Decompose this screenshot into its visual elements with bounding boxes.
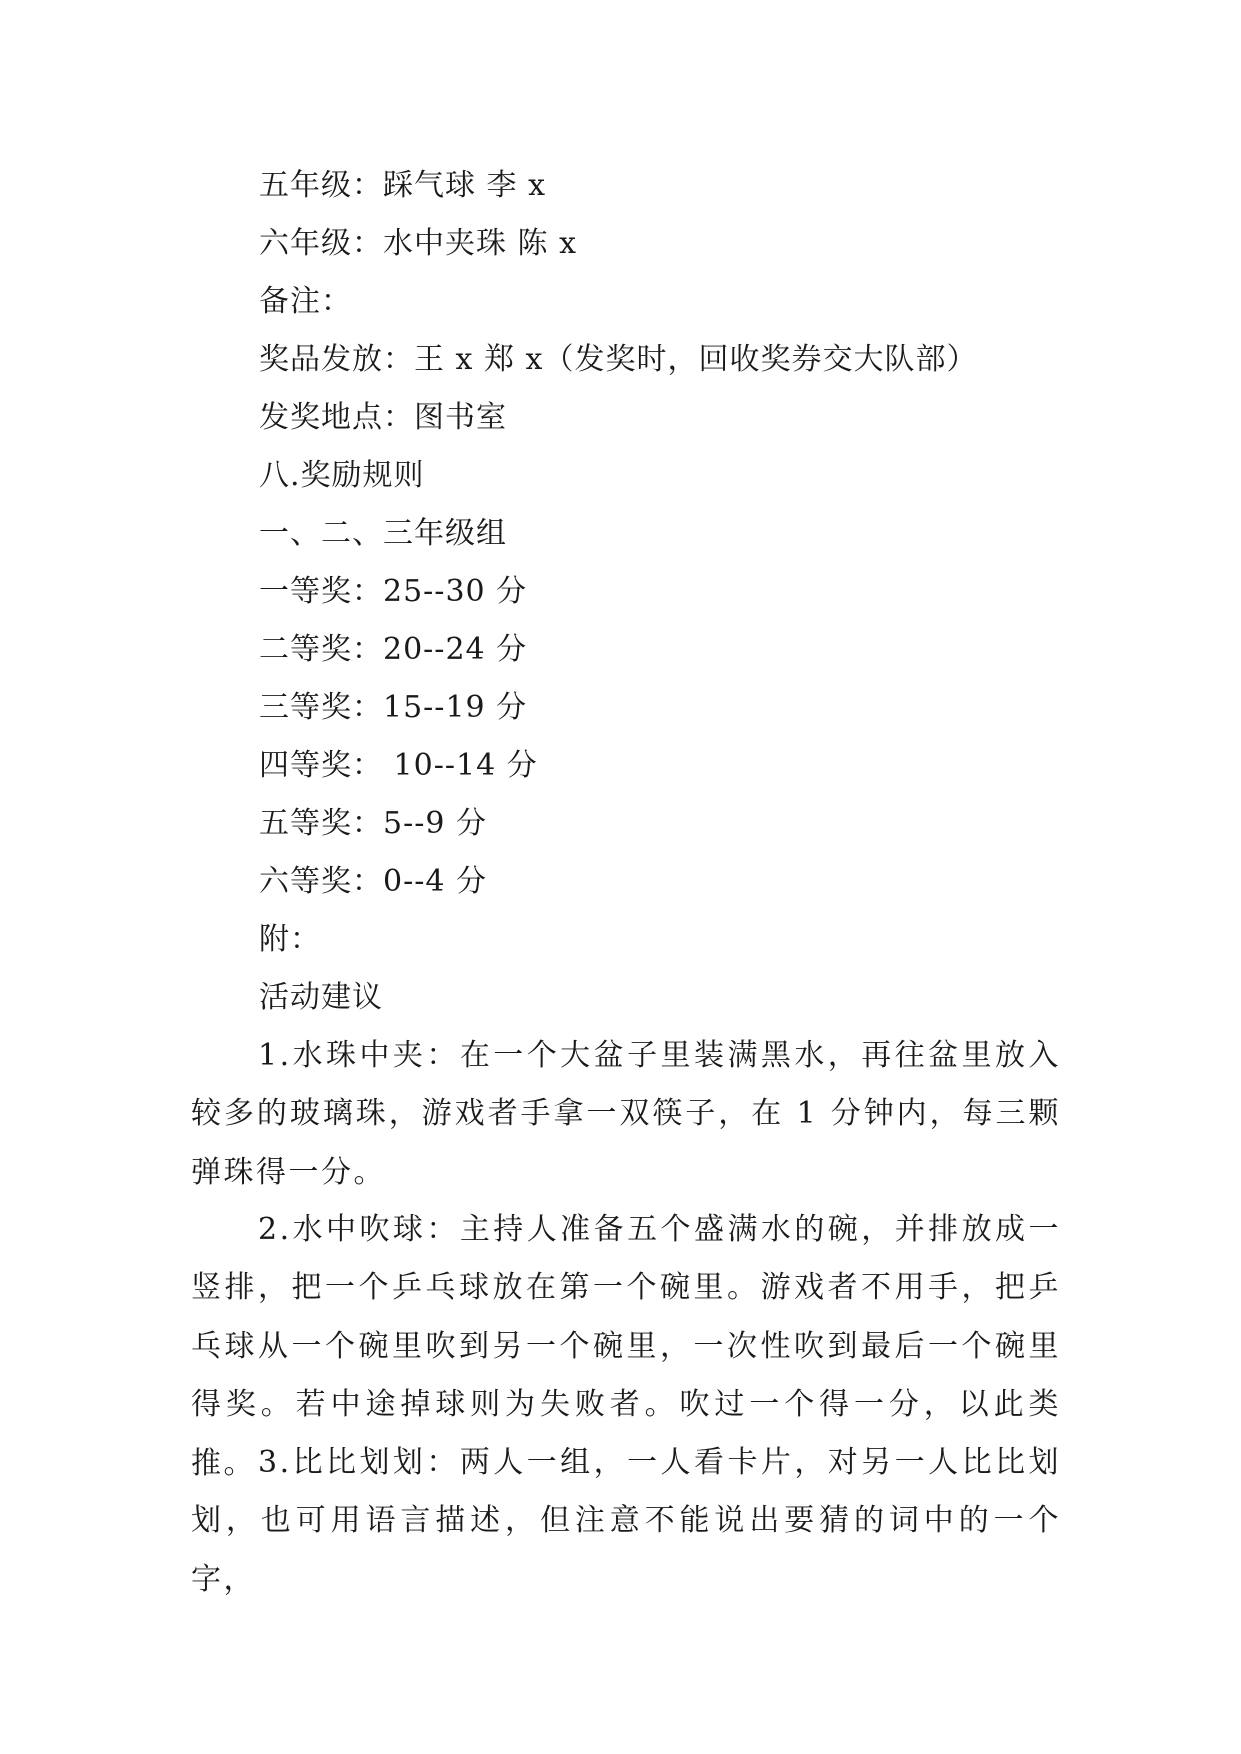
prize-location-line: 发奖地点：图书室 [259,400,507,435]
grade5-line: 五年级：踩气球 李 x [259,168,546,203]
activity-suggestions-heading: 活动建议 [259,980,383,1015]
prize-tier-6: 六等奖：0--4 分 [259,864,487,899]
prize-tier-4: 四等奖： 10--14 分 [259,748,538,783]
appendix-label: 附： [259,922,321,957]
prize-tier-3: 三等奖：15--19 分 [259,690,528,725]
section-heading: 八.奖励规则 [259,458,425,493]
prize-tier-2: 二等奖：20--24 分 [259,632,528,667]
remarks-label: 备注： [259,284,352,319]
grade6-line: 六年级：水中夹珠 陈 x [259,226,577,261]
group-heading: 一、二、三年级组 [259,516,507,551]
prize-tier-5: 五等奖：5--9 分 [259,806,487,841]
suggestion-paragraph-1: 1.水珠中夹：在一个大盆子里装满黑水，再往盆里放入较多的玻璃珠，游戏者手拿一双筷子，在 1 分钟内，每三颗弹珠得一分。 [191,1038,1061,1190]
suggestion-paragraph-2: 2.水中吹球：主持人准备五个盛满水的碗，并排放成一竖排，把一个乒乓球放在第一个碗里。游戏者不用手，把乒乓球从一个碗里吹到另一个碗里，一次性吹到最后一个碗里得奖。若中途掉球则为失败者。吹过一个得一分，以此类推。 [191,1212,1061,1481]
prize-tier-1: 一等奖：25--30 分 [259,574,528,609]
prize-distribution-line: 奖品发放：王 x 郑 x（发奖时，回收奖券交大队部） [259,342,978,377]
suggestion-paragraph-3: 3.比比划划：两人一组，一人看卡片，对另一人比比划划，也可用语言描述，但注意不能说出要猜的词中的一个字， [191,1445,1061,1597]
